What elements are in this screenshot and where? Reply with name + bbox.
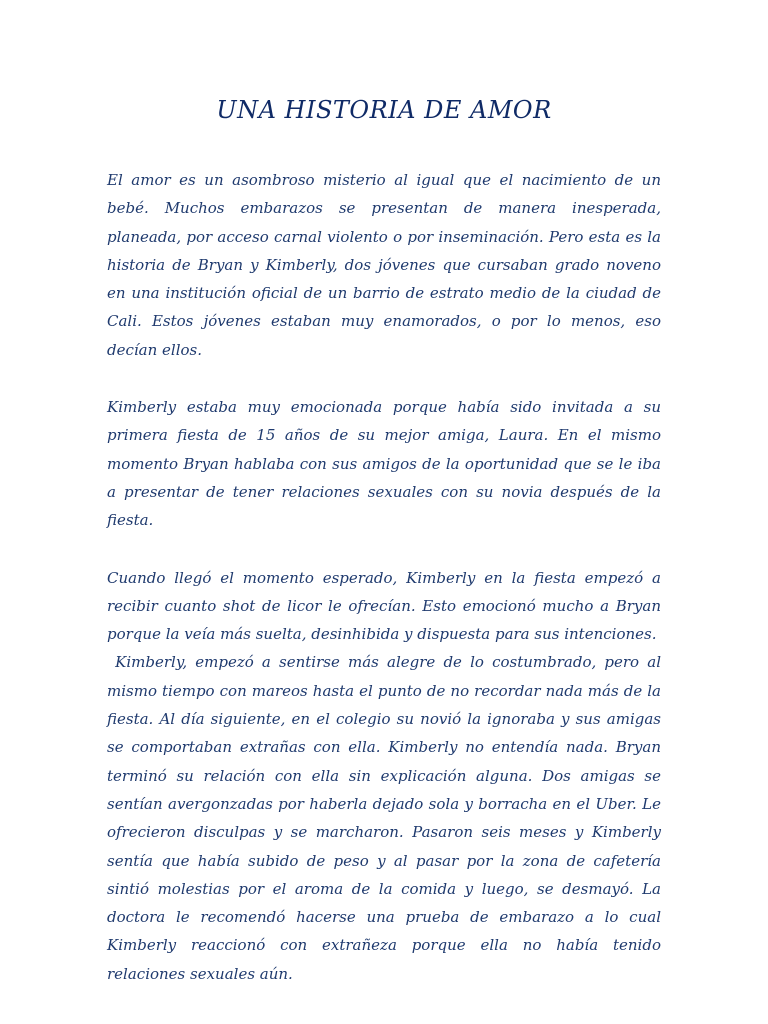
paragraph-3: Cuando llegó el momento esperado, Kimberly en la fiesta empezó a recibir cuanto shot de licor le ofrecían. Esto emocionó mucho a Bryan porque la veía más suelta, desinhibida y dispuesta para sus intenciones. — [107, 568, 661, 644]
paragraph-4: Kimberly, empezó a sentirse más alegre de lo costumbrado, pero al mismo tiempo con mareos hasta el punto de no recordar nada más de la fiesta. Al día siguiente, en el colegio su novió la ignoraba y sus amigas se comportaban extrañas con ella. Kimberly no entendía nada. Bryan terminó su relación con ella sin explicación alguna. Dos amigas se sentían avergonzadas por haberla dejado sola y borracha en el Uber. Le ofrecieron disculpas y se marcharon. Pasaron seis meses y Kimberly sentía que había subido de peso y al pasar por la zona de cafetería sintió molestias por el aroma de la comida y luego, se desmayó. La doctora le recomendó hacerse una prueba de embarazo a lo cual Kimberly reaccionó con extrañeza porque ella no había tenido relaciones sexuales aún. — [107, 653, 661, 983]
paragraph-1: El amor es un asombroso misterio al igual que el nacimiento de un bebé. Muchos embarazos se presentan de manera inesperada, planeada, por acceso carnal violento o por inseminación. Pero esta es la historia de Bryan y Kimberly, dos jóvenes que cursaban grado noveno en una institución oficial de un barrio de estrato medio de la ciudad de Cali. Estos jóvenes estaban muy enamorados, o por lo menos, eso decían ellos. — [107, 171, 661, 359]
document-title: UNA HISTORIA DE AMOR — [216, 96, 552, 124]
paragraph-2: Kimberly estaba muy emocionada porque había sido invitada a su primera fiesta de 15 años de su mejor amiga, Laura. En el mismo momento Bryan hablaba con sus amigos de la oportunidad que se le iba a presentar de tener relaciones sexuales con su novia después de la fiesta. — [107, 398, 661, 530]
